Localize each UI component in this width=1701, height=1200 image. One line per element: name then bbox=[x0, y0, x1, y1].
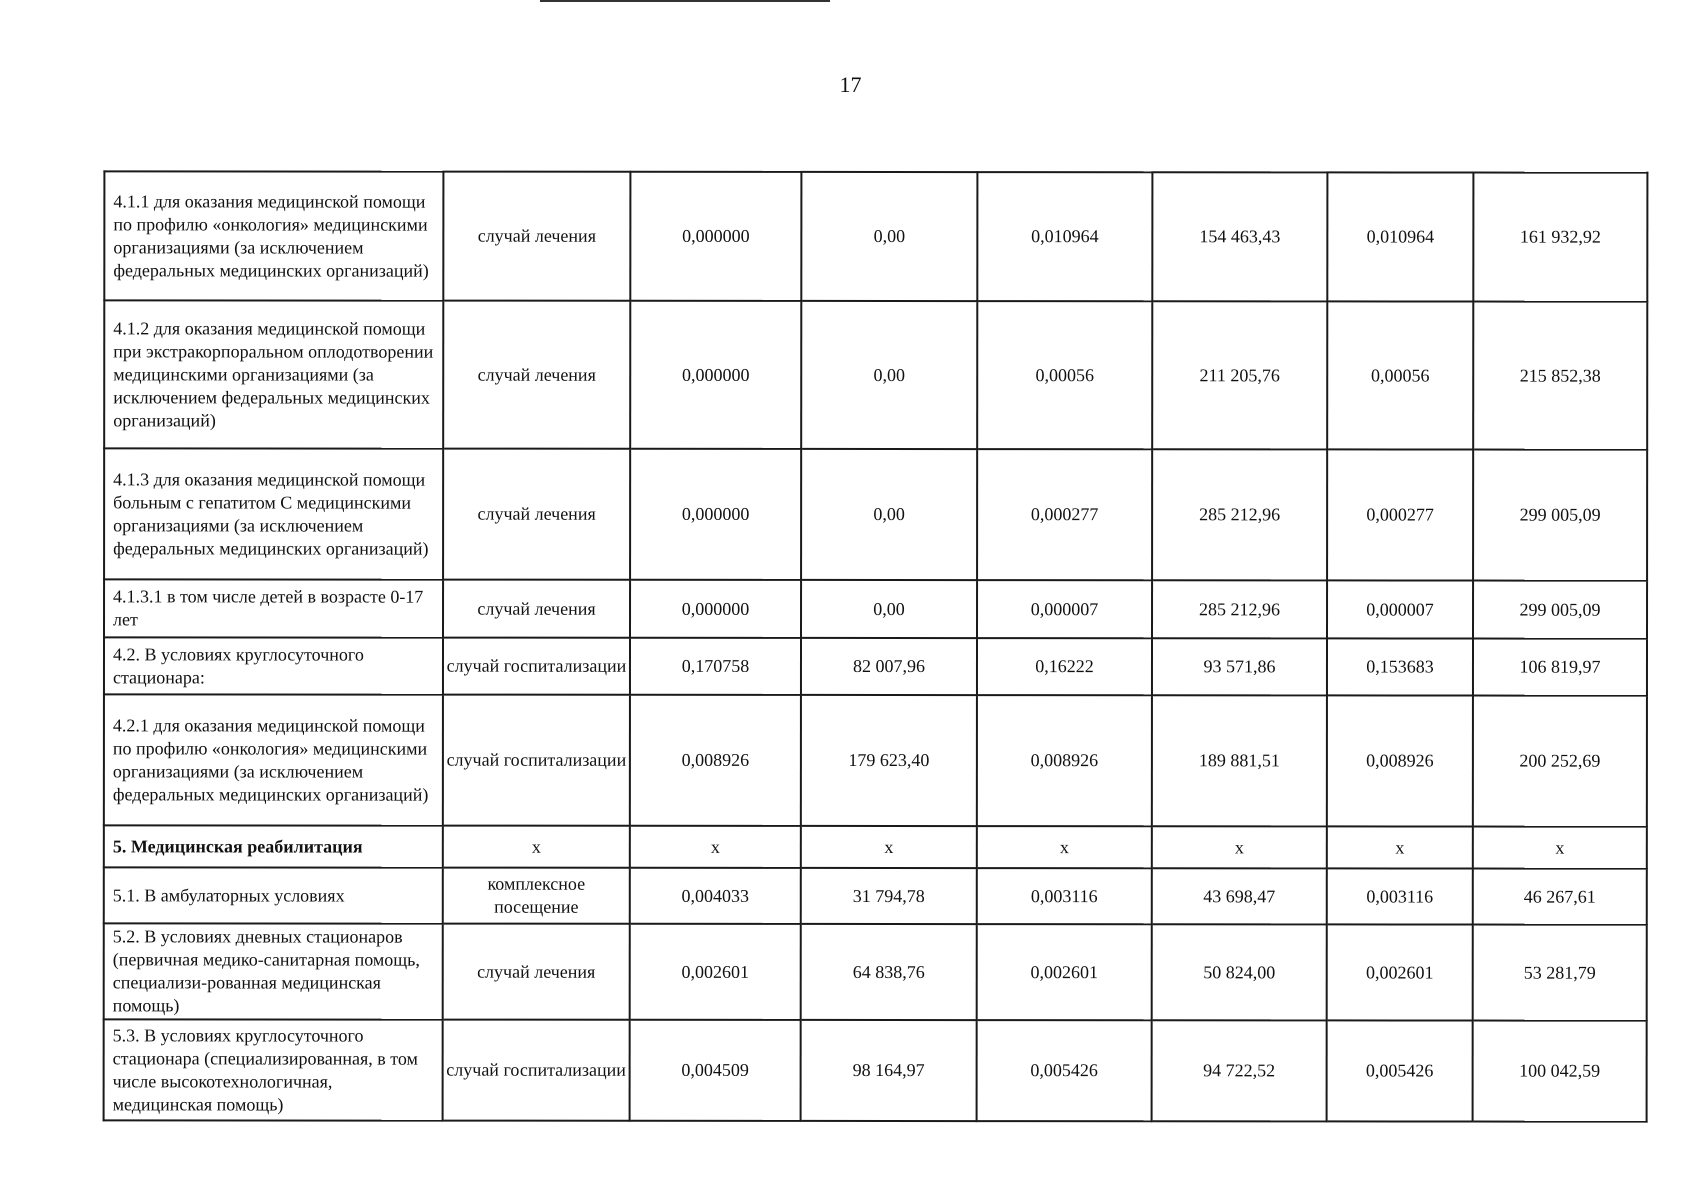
value-cell: 0,003116 bbox=[1327, 868, 1473, 924]
row-name: 4.2. В условиях круглосуточного стационара: bbox=[104, 637, 443, 694]
row-unit: случай лечения bbox=[443, 301, 630, 449]
value-cell: 0,16222 bbox=[977, 638, 1152, 695]
value-cell: 0,008926 bbox=[1327, 695, 1473, 826]
table-row bbox=[104, 867, 1647, 924]
value-cell: 0,00056 bbox=[977, 301, 1152, 449]
value-cell: 0,002601 bbox=[630, 924, 801, 1020]
row-unit: случай лечения bbox=[443, 580, 630, 638]
value-cell: 154 463,43 bbox=[1152, 172, 1327, 301]
row-unit: случай госпитализации bbox=[443, 695, 630, 826]
row-name: 5. Медицинская реабилитация bbox=[104, 825, 443, 867]
row-name: 4.1.1 для оказания медицинской помощи по профилю «онкология» медицинскими организациями (за исключением федеральных медицинских организаций) bbox=[104, 171, 443, 300]
value-cell: 0,010964 bbox=[977, 172, 1152, 301]
row-unit: х bbox=[443, 826, 630, 868]
value-cell: 161 932,92 bbox=[1473, 173, 1647, 302]
value-cell: 0,000277 bbox=[1327, 449, 1473, 580]
value-cell: 0,000277 bbox=[977, 449, 1152, 580]
row-unit: комплексное посещение bbox=[443, 868, 630, 924]
value-cell: 0,00056 bbox=[1327, 301, 1473, 449]
value-cell: х bbox=[1152, 826, 1327, 868]
row-name: 5.3. В условиях круглосуточного стационара (специализированная, в том числе высокотехнологичная, медицинская помощь) bbox=[104, 1019, 443, 1120]
value-cell: 82 007,96 bbox=[801, 638, 977, 695]
table-row bbox=[104, 300, 1647, 449]
table-row bbox=[104, 637, 1647, 695]
value-cell: 0,010964 bbox=[1327, 172, 1473, 301]
row-name: 4.1.3 для оказания медицинской помощи больным с гепатитом С медицинскими организациями (за исключением федеральных медицинских организаций) bbox=[104, 448, 443, 579]
value-cell: х bbox=[801, 826, 977, 868]
value-cell: 0,008926 bbox=[977, 695, 1152, 826]
value-cell: х bbox=[977, 826, 1152, 868]
value-cell: 0,000007 bbox=[1327, 580, 1473, 638]
table-row bbox=[104, 171, 1647, 301]
value-cell: 0,005426 bbox=[1327, 1020, 1473, 1121]
row-unit: случай лечения bbox=[443, 172, 630, 301]
value-cell: 64 838,76 bbox=[801, 924, 977, 1020]
value-cell: 0,004033 bbox=[630, 868, 801, 924]
value-cell: 31 794,78 bbox=[801, 868, 977, 924]
value-cell: 179 623,40 bbox=[801, 695, 977, 826]
value-cell: 98 164,97 bbox=[801, 1020, 977, 1121]
value-cell: 43 698,47 bbox=[1152, 868, 1327, 924]
value-cell: 0,005426 bbox=[977, 1020, 1152, 1121]
top-edge-line bbox=[540, 0, 830, 2]
value-cell: 0,002601 bbox=[977, 924, 1152, 1020]
value-cell: 94 722,52 bbox=[1152, 1020, 1327, 1121]
row-name: 4.1.2 для оказания медицинской помощи при экстракорпоральном оплодотворении медицинскими организациями (за исключением федеральных медицинских организаций) bbox=[104, 300, 443, 448]
value-cell: 0,00 bbox=[801, 449, 977, 580]
row-name: 4.1.3.1 в том числе детей в возрасте 0-17 лет bbox=[104, 579, 443, 637]
value-cell: 50 824,00 bbox=[1152, 924, 1327, 1020]
table-row bbox=[104, 825, 1647, 868]
value-cell: 106 819,97 bbox=[1473, 639, 1647, 696]
row-unit: случай госпитализации bbox=[443, 638, 630, 695]
value-cell: 0,000000 bbox=[630, 301, 801, 449]
value-cell: х bbox=[1473, 827, 1647, 869]
value-cell: 53 281,79 bbox=[1473, 925, 1647, 1021]
value-cell: 0,008926 bbox=[630, 695, 801, 826]
value-cell: 285 212,96 bbox=[1152, 580, 1327, 638]
value-cell: х bbox=[1327, 826, 1473, 868]
row-unit: случай госпитализации bbox=[443, 1020, 630, 1121]
value-cell: 299 005,09 bbox=[1473, 581, 1647, 639]
row-unit: случай лечения bbox=[443, 924, 630, 1020]
table-row bbox=[104, 1019, 1647, 1121]
value-cell: 0,003116 bbox=[977, 868, 1152, 924]
value-cell: 0,00 bbox=[801, 580, 977, 638]
value-cell: 0,170758 bbox=[630, 638, 801, 695]
table-row bbox=[104, 694, 1647, 826]
row-name: 5.2. В условиях дневных стационаров (первичная медико-санитарная помощь, специализи-рованная медицинская помощь) bbox=[104, 923, 443, 1019]
table-row bbox=[104, 579, 1647, 638]
value-cell: 0,004509 bbox=[630, 1020, 801, 1121]
page-number: 17 bbox=[839, 72, 862, 97]
table-row bbox=[104, 923, 1647, 1020]
value-cell: х bbox=[630, 826, 801, 868]
value-cell: 0,000007 bbox=[977, 580, 1152, 638]
value-cell: 0,000000 bbox=[630, 449, 801, 580]
value-cell: 0,002601 bbox=[1327, 924, 1473, 1020]
value-cell: 100 042,59 bbox=[1473, 1021, 1647, 1122]
table-row bbox=[104, 448, 1647, 580]
value-cell: 0,000000 bbox=[630, 580, 801, 638]
value-cell: 215 852,38 bbox=[1473, 302, 1647, 450]
value-cell: 0,153683 bbox=[1327, 638, 1473, 695]
value-cell: 189 881,51 bbox=[1152, 695, 1327, 826]
row-unit: случай лечения bbox=[443, 449, 630, 580]
value-cell: 46 267,61 bbox=[1473, 869, 1647, 925]
value-cell: 200 252,69 bbox=[1473, 696, 1647, 827]
data-table bbox=[103, 170, 1649, 1122]
row-name: 5.1. В амбулаторных условиях bbox=[104, 867, 443, 923]
value-cell: 0,00 bbox=[801, 172, 977, 301]
value-cell: 0,00 bbox=[801, 301, 977, 449]
value-cell: 0,000000 bbox=[630, 172, 801, 301]
value-cell: 299 005,09 bbox=[1473, 450, 1647, 581]
row-name: 4.2.1 для оказания медицинской помощи по профилю «онкология» медицинскими организациями (за исключением федеральных медицинских организаций) bbox=[104, 694, 443, 825]
value-cell: 285 212,96 bbox=[1152, 449, 1327, 580]
value-cell: 93 571,86 bbox=[1152, 638, 1327, 695]
value-cell: 211 205,76 bbox=[1152, 301, 1327, 449]
